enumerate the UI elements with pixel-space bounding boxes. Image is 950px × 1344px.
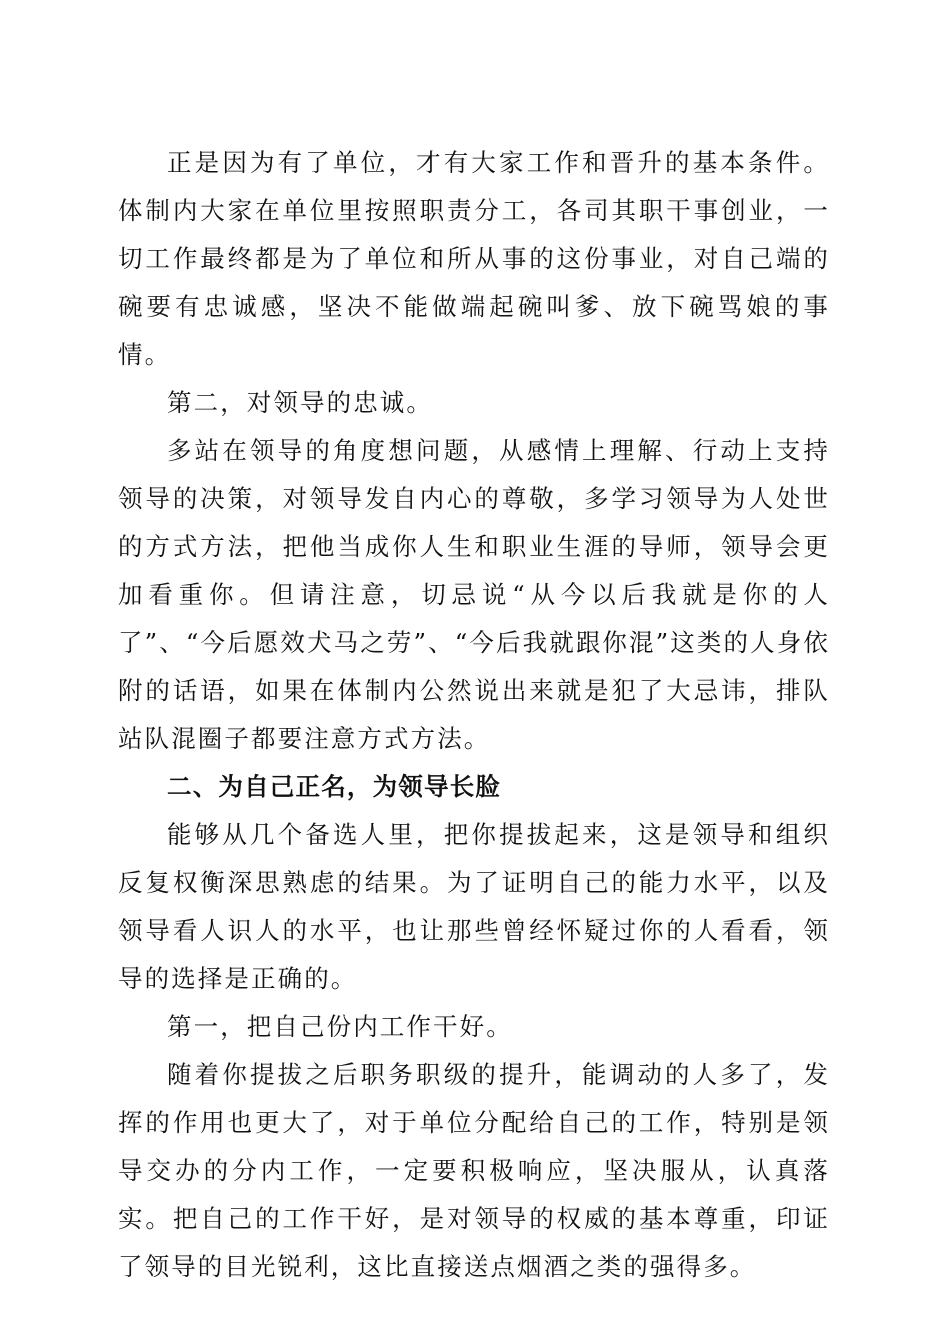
paragraph-unit-loyalty: 正是因为有了单位，才有大家工作和晋升的基本条件。体制内大家在单位里按照职责分工，各司其职干事创业，一切工作最终都是为了单位和所从事的这份事业，对自己端的碗要有忠诚感，坚决不能做端起碗叫爹、放下碗骂娘的事情。 (118, 148, 830, 369)
paragraph-promotion-reason: 能够从几个备选人里，把你提拔起来，这是领导和组织反复权衡深思熟虑的结果。为了证明自己的能力水平，以及领导看人识人的水平，也让那些曾经怀疑过你的人看看，领导的选择是正确的。 (118, 820, 830, 993)
paragraph-do-work-well: 随着你提拔之后职务职级的提升，能调动的人多了，发挥的作用也更大了，对于单位分配给自己的工作，特别是领导交办的分内工作，一定要积极响应，坚决服从，认真落实。把自己的工作干好，是对领导的权威的基本尊重，印证了领导的目光锐利，这比直接送点烟酒之类的强得多。 (118, 1060, 830, 1281)
section-heading-two: 二、为自己正名，为领导长脸 (167, 772, 502, 801)
document-body (118, 139, 830, 1291)
subheading-loyalty-to-leader: 第二，对领导的忠诚。 (167, 388, 433, 417)
paragraph-leader-loyalty: 多站在领导的角度想问题，从感情上理解、行动上支持领导的决策，对领导发自内心的尊敬，多学习领导为人处世的方式方法，把他当成你人生和职业生涯的导师，领导会更加看重你。但请注意，切忌说“从今以后我就是你的人了”、“今后愿效犬马之劳”、“今后我就跟你混”这类的人身依附的话语，如果在体制内公然说出来就是犯了大忌讳，排队站队混圈子都要注意方式方法。 (118, 436, 830, 753)
subheading-do-work-well: 第一，把自己份内工作干好。 (167, 1012, 513, 1041)
